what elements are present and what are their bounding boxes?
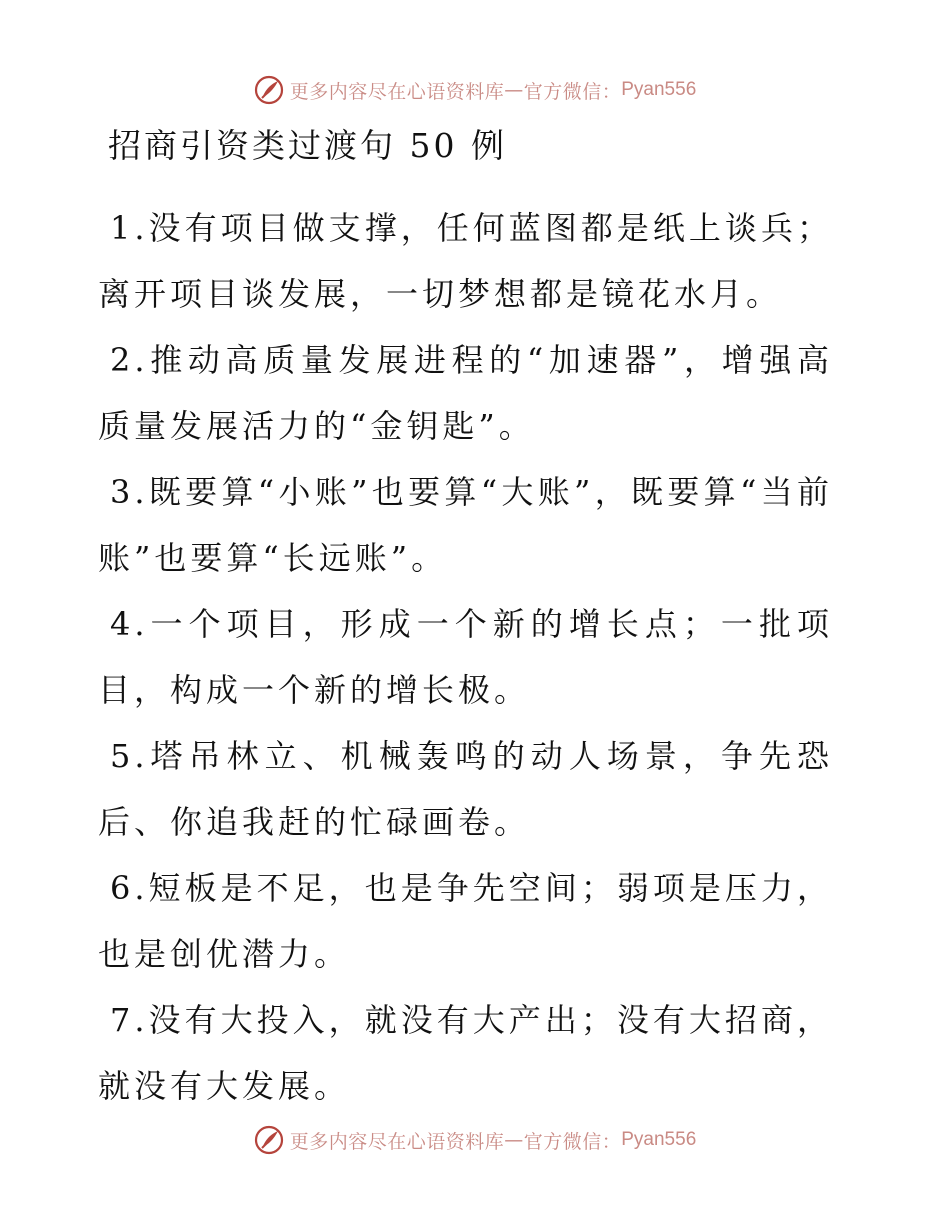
quill-logo-icon [254,1125,284,1155]
watermark-separator: — [504,1129,524,1151]
list-item: 6.短板是不足，也是争先空间；弱项是压力，也是创优潜力。 [98,869,833,973]
document-title: 招商引资类过渡句 50 例 [108,126,507,165]
item-list [98,195,833,1119]
list-item: 3.既要算“小账”也要算“大账”，既要算“当前账”也要算“长远账”。 [98,473,833,577]
list-item: 4.一个项目，形成一个新的增长点；一批项目，构成一个新的增长极。 [98,605,833,709]
list-item: 2.推动高质量发展进程的“加速器”，增强高质量发展活力的“金钥匙”。 [98,341,833,445]
list-item: 1.没有项目做支撑，任何蓝图都是纸上谈兵；离开项目谈发展，一切梦想都是镜花水月。 [98,209,833,313]
list-item: 7.没有大投入，就没有大产出；没有大招商，就没有大发展。 [98,1001,833,1105]
header-watermark [0,70,950,110]
watermark-handle: Pyan556 [621,79,697,100]
quill-logo-icon [254,75,284,105]
watermark-separator: — [504,79,524,101]
watermark-official: 官方微信： [523,80,622,103]
footer-watermark [0,1120,950,1160]
watermark-official: 官方微信： [523,1130,622,1153]
watermark-text: 更多内容尽在心语资料库 [289,1130,505,1153]
watermark-text: 更多内容尽在心语资料库 [289,80,505,103]
list-item: 5.塔吊林立、机械轰鸣的动人场景，争先恐后、你追我赶的忙碌画卷。 [98,737,833,841]
watermark-handle: Pyan556 [621,1129,697,1150]
